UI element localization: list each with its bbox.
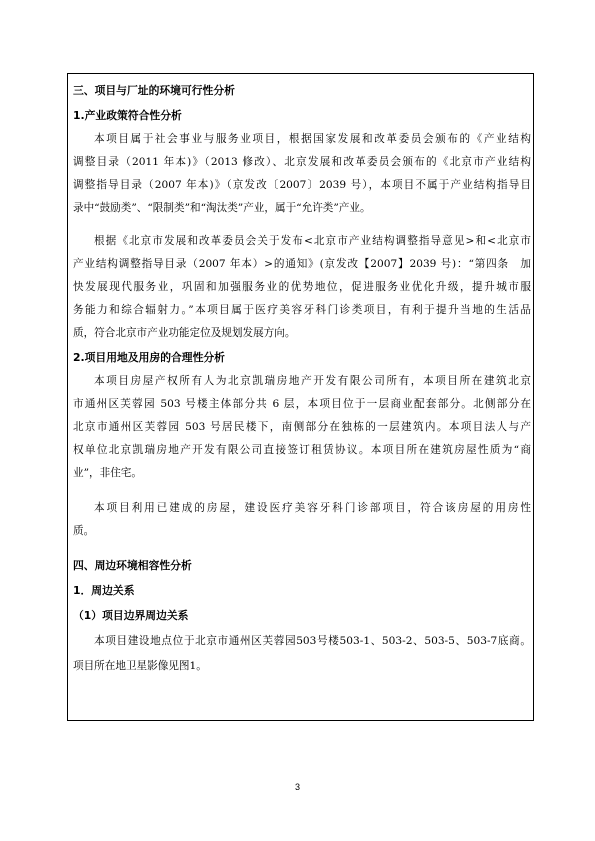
- boundary-relations-heading: （1）项目边界周边关系: [73, 609, 189, 622]
- policy-paragraph-2-line: 快发展现代服务业，巩固和加强服务业的优势地位，促进服务业优化升级，提升城市服: [73, 281, 531, 293]
- policy-paragraph-1-line: 调整指导目录（2007 年本)》（京发改〔2007〕2039 号），本项目不属于产业结构指导目: [73, 179, 531, 191]
- policy-paragraph-2-line: 务能力和综合辐射力。”本项目属于医疗美容牙科门诊类项目，有利于提升当地的生活品: [73, 304, 531, 316]
- land-use-paragraph-1-line: 市通州区芙蓉园 503 号楼主体部分共 6 层，本项目位于一层商业配套部分。北侧部分在: [73, 398, 531, 410]
- surroundings-heading: 1．周边关系: [73, 584, 135, 597]
- land-use-paragraph-1-line: 北京市通州区芙蓉园 503 号居民楼下，南侧部分在独栋的一层建筑内。本项目法人与产: [73, 421, 531, 433]
- policy-paragraph-1-line: 本项目属于社会事业与服务业项目，根据国家发展和改革委员会颁布的《产业结构: [94, 133, 531, 145]
- section-3-heading: 三、项目与厂址的环境可行性分析: [73, 84, 235, 97]
- land-use-paragraph-2-line: 质。: [73, 525, 95, 537]
- page-number: 3: [294, 782, 300, 792]
- policy-paragraph-2-line: 质，符合北京市产业功能定位及规划发展方向。: [73, 327, 296, 339]
- boundary-paragraph-line: 项目所在地卫星影像见图1。: [73, 660, 207, 672]
- policy-paragraph-2-line: 产业结构调整指导目录（2007 年本）>的通知》(京发改【2007】2039 号)：“第四条 加: [73, 258, 531, 270]
- policy-paragraph-1-line: 录中“鼓励类”、“限制类”和“淘汰类”产业，属于“允许类”产业。: [73, 202, 371, 214]
- land-use-paragraph-2-line: 本项目利用已建成的房屋，建设医疗美容牙科门诊部项目，符合该房屋的用房性: [94, 502, 531, 514]
- policy-compliance-heading: 1.产业政策符合性分析: [73, 109, 182, 122]
- policy-paragraph-1-line: 调整目录（2011 年本)》（2013 修改）、北京发展和改革委员会颁布的《北京市产业结构: [73, 156, 531, 168]
- land-use-paragraph-1-line: 权单位北京凯瑞房地产开发有限公司直接签订租赁协议。本项目所在建筑房屋性质为“商: [73, 444, 531, 456]
- land-use-paragraph-1-line: 业”，非住宅。: [73, 467, 142, 479]
- policy-paragraph-2-line: 根据《北京市发展和改革委员会关于发布<北京市产业结构调整指导意见>和<北京市: [94, 235, 531, 247]
- land-use-paragraph-1-line: 本项目房屋产权所有人为北京凯瑞房地产开发有限公司所有，本项目所在建筑北京: [94, 375, 531, 387]
- boundary-paragraph-line: 本项目建设地点位于北京市通州区芙蓉园503号楼503-1、503-2、503-5、503-7底商。: [94, 635, 531, 647]
- land-use-heading: 2.项目用地及用房的合理性分析: [73, 351, 225, 364]
- section-4-heading: 四、周边环境相容性分析: [73, 559, 192, 572]
